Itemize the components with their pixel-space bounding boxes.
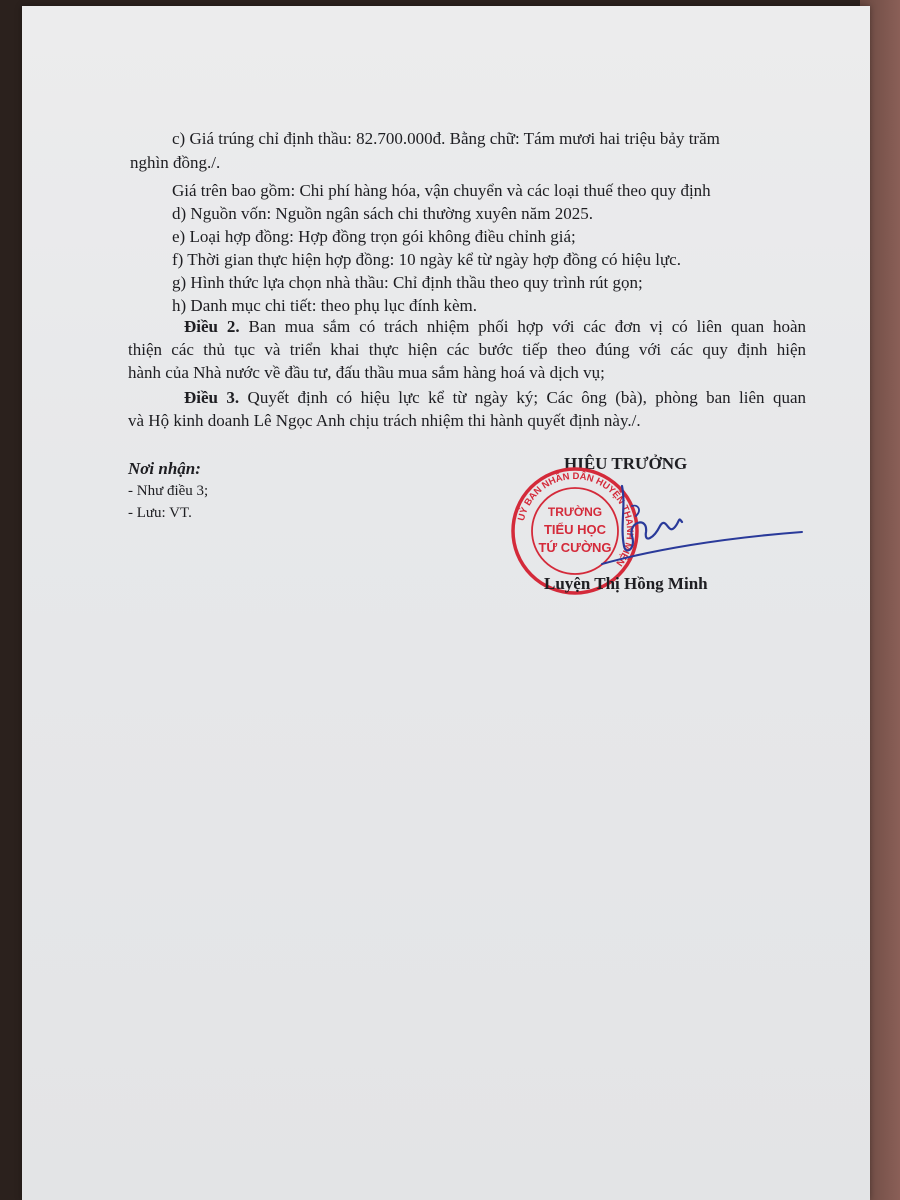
seal-line-2: TIỂU HỌC (543, 522, 607, 537)
handwritten-signature-icon (562, 476, 812, 586)
recipient-item-1: - Như điều 3; (128, 483, 209, 499)
clause-c-line2: nghìn đồng./. (130, 153, 221, 172)
seal-line-1: TRƯỜNG (547, 505, 603, 519)
article-2-line2: thiện các thủ tục và triển khai thực hiện các bước tiếp theo đúng với các quy định hiện (128, 340, 806, 359)
article-3-label: Điều 3. (184, 388, 240, 407)
seal-line-3: TỨ CƯỜNG (538, 540, 612, 555)
article-2-line1 (184, 316, 806, 338)
recipients-heading: Nơi nhận: (128, 459, 201, 478)
clause-g: g) Hình thức lựa chọn nhà thầu: Chỉ định thầu theo quy trình rút gọn; (172, 273, 643, 292)
clause-f: f) Thời gian thực hiện hợp đồng: 10 ngày kể từ ngày hợp đồng có hiệu lực. (172, 250, 681, 269)
article-3-text: Quyết định có hiệu lực kể từ ngày ký; Các ông (bà), phòng ban liên quan (239, 388, 806, 407)
clause-c-line1: c) Giá trúng chỉ định thầu: 82.700.000đ. Bằng chữ: Tám mươi hai triệu bảy trăm (172, 129, 720, 148)
clause-h: h) Danh mục chi tiết: theo phụ lục đính kèm. (172, 296, 477, 315)
article-3-line2: và Hộ kinh doanh Lê Ngọc Anh chịu trách nhiệm thi hành quyết định này./. (128, 411, 641, 430)
document-page (22, 6, 870, 1200)
signatory-title: HIỆU TRƯỞNG (564, 454, 688, 473)
clause-e: e) Loại hợp đồng: Hợp đồng trọn gói không điều chỉnh giá; (172, 227, 576, 246)
article-2-line3: hành của Nhà nước về đầu tư, đấu thầu mua sắm hàng hoá và dịch vụ; (128, 363, 605, 382)
article-3-line1 (184, 387, 806, 409)
seal-outer-text: UỶ BAN NHÂN DÂN HUYỆN THANH MIỆN (516, 470, 636, 568)
article-2-label: Điều 2. (184, 317, 240, 336)
price-note: Giá trên bao gồm: Chi phí hàng hóa, vận chuyển và các loại thuế theo quy định (172, 181, 711, 200)
article-2-text: Ban mua sắm có trách nhiệm phối hợp với các đơn vị có liên quan hoàn (239, 317, 807, 336)
signer-name: Luyện Thị Hồng Minh (544, 574, 708, 593)
recipient-item-2: - Lưu: VT. (128, 505, 192, 521)
clause-d: d) Nguồn vốn: Nguồn ngân sách chi thường xuyên năm 2025. (172, 204, 593, 223)
